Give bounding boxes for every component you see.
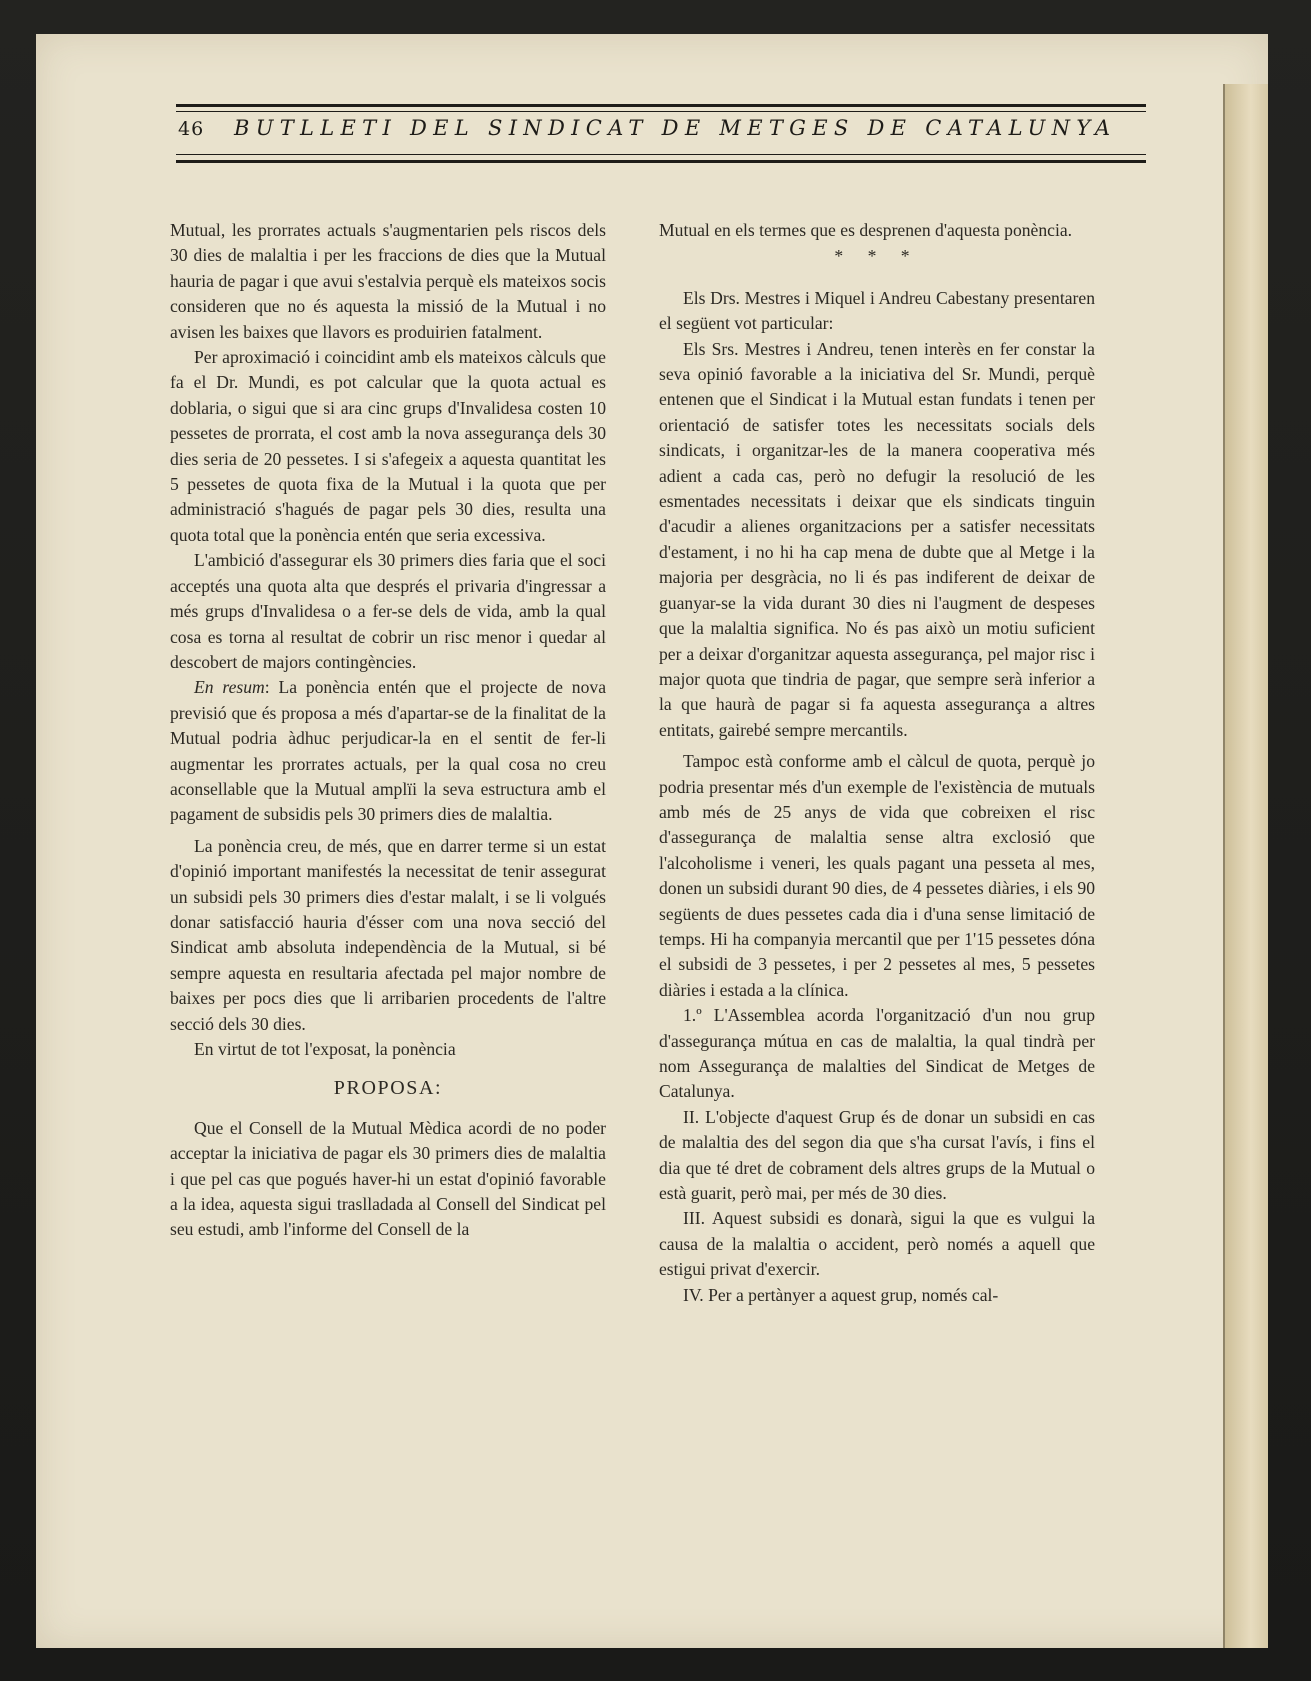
paragraph: Per aproximació i coincidint amb els mateixos càlculs que fa el Dr. Mundi, es pot calcular que la quota actual es doblaria, o sigui que si ara cinc grups d'Invalidesa costen 10 pessetes de prorrata, el cost amb la nova assegurança dels 30 dies seria de 20 pessetes. I si s'afegeix a aquesta quantitat les 5 pessetes de quota fixa de la Mutual i la quota que per administració s'hagués de pagar pels 30 dies, resulta una quota total que la ponència entén que seria excessiva. [170,347,606,545]
page-header [176,104,1146,170]
paragraph: Els Drs. Mestres i Miquel i Andreu Cabestany presentaren el següent vot particular: [659,287,1095,334]
running-title: BUTLLETI DEL SINDICAT DE METGES DE CATALUNYA [234,116,1117,140]
paragraph: Els Srs. Mestres i Andreu, tenen interès en fer constar la seva opinió favorable a la iniciativa del Sr. Mundi, perquè entenen que el Sindicat i la Mutual estan fundats i tenen per orientació de satisfer totes les necessitats socials dels sindicats, i organitzar-les de la manera cooperativa més adient a cada cas, però no defugir la resolució de les esmentades necessitats i deixar que els sindicats tinguin d'acudir a alienes organitzacions per a satisfer necessitats d'estament, i no hi ha cap mena de dubte que al Metge i la majoria per desgràcia, no li és pas indiferent de deixar de guanyar-se la vida durant 30 dies ni l'augment de despeses que la malaltia significa. No és pas això un motiu suficient per a deixar d'organitzar aquesta assegurança, pel major risc i major quota que tindria de pagar, que sempre serà inferior a la que haurà de pagar si fa aquesta assegurança a altres entitats, gairebé sempre mercantils. [659,338,1095,740]
next-page-edge [1223,84,1268,1648]
article-3: III. Aquest subsidi es donarà, sigui la que es vulgui la causa de la malaltia o accident, però només a aquell que estigui privat d'exercir. [659,1208,1095,1280]
header-rule-thick-top [176,104,1146,107]
run-in-heading: En resum [194,677,265,698]
header-rule-thin-top [176,111,1146,112]
section-separator: * * * [834,246,920,267]
paragraph: Mutual en els termes que es desprenen d'aquesta ponència. [659,220,1073,240]
article-2: II. L'objecte d'aquest Grup és de donar un subsidi en cas de malaltia des del segon dia que s'ha cursat l'avís, i fins el dia que té dret de cobrament dels altres grups de la Mutual o està guarit, però mai, per més de 30 dies. [659,1106,1095,1204]
article-4: IV. Per a pertànyer a aquest grup, només cal- [683,1284,999,1305]
header-rule-thin-bottom [176,154,1146,155]
article-1: 1.º L'Assemblea acorda l'organització d'un nou grup d'assegurança mútua en cas de malaltia, la qual tindrà per nom Assegurança de malalties del Sindicat de Metges de Catalunya. [659,1005,1095,1102]
paragraph: Mutual, les prorrates actuals s'augmentarien pels riscos dels 30 dies de malaltia i per les fraccions de dies que la Mutual hauria de pagar i que avui s'estalvia perquè els mateixos socis consideren que no és aquesta la missió de la Mutual i no avisen les baixes que llavors es produirien fatalment. [170,220,606,342]
paragraph: Que el Consell de la Mutual Mèdica acordi de no poder acceptar la iniciativa de pagar els 30 primers dies de malaltia i que pel cas que pogués haver-hi un estat d'opinió favorable a la idea, aquesta sigui traslladada al Consell del Sindicat pel seu estudi, amb l'informe del Consell de la [170,1117,606,1240]
paragraph: La ponència creu, de més, que en darrer terme si un estat d'opinió important manifestés la necessitat de tenir assegurat un subsidi pels 30 primers dies d'estar malalt, i se li volgués donar satisfacció hauria d'ésser com una nova secció del Sindicat amb absoluta independència de la Mutual, si bé sempre aquesta en resultaria afectada pel major nombre de baixes per pocs dies que li arribarien procedents de l'altre secció dels 30 dies. [170,835,606,1034]
paragraph: L'ambició d'assegurar els 30 primers dies faria que el soci acceptés una quota alta que després el privaria d'ingressar a més grups d'Invalidesa o a fer-se dels de vida, amb la qual cosa es torna al resultat de cobrir un risc menor i quedar al descobert de majors contingències. [170,550,606,672]
page-number: 46 [178,118,205,140]
paragraph-text: : La ponència entén que el projecte de nova previsió que és proposa a més d'apartar-se de la finalitat de la Mutual podria àdhuc perjudicar-la en el sentit de fer-li augmentar les prorrates actuals, per la qual cosa no creu aconsellable que la Mutual amplïi la seva estructura amb el pagament de subsidis pels 30 primers dies de malaltia. [170,677,607,825]
paragraph: Tampoc està conforme amb el càlcul de quota, perquè jo podria presentar més d'un exemple de l'existència de mutuals amb més de 25 anys de vida que cobreixen el risc d'assegurança de malaltia sense altra exclosió que l'alcoholisme i veneri, les quals pagant una pesseta al mes, donen un subsidi durant 90 dies, de 4 pessetes diàries, i els 90 següents de dues pessetes cada dia i d'una sense limitació de temps. Hi ha companyia mercantil que per 1'15 pessetes dóna el subsidi de 3 pessetes, i per 2 pessetes al mes, 5 pessetes diàries i estada a la clínica. [659,751,1095,1000]
paragraph: En virtut de tot l'exposat, la ponència [194,1039,456,1059]
proposa-heading: PROPOSA: [333,1077,443,1100]
left-column [170,218,606,1243]
header-rule-thick-bottom [176,160,1146,163]
right-column [659,218,1095,1308]
paragraph-en-resum [170,675,606,827]
